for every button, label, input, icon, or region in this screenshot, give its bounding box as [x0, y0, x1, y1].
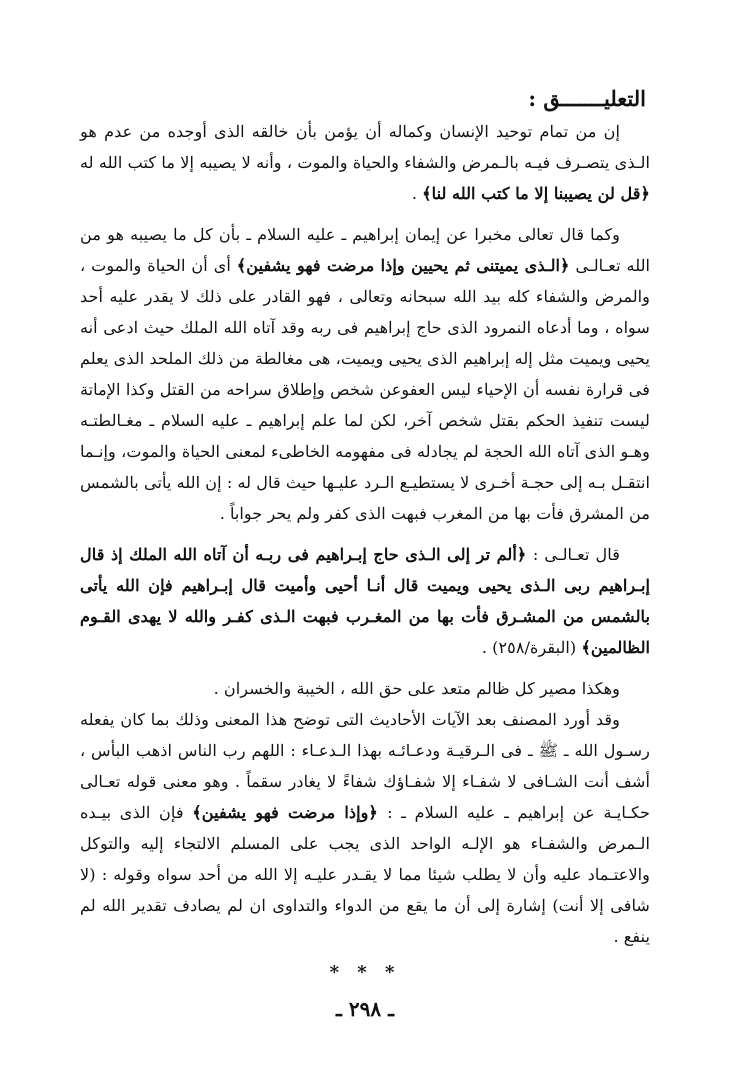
paragraph-4	[80, 673, 650, 704]
paragraph-5-quran-quote: ﴿وإذا مرضت فهو يشفين﴾	[192, 803, 388, 822]
paragraph-2-quran-quote: ﴿الـذى يميتنى ثم يحيين وإذا مرضت فهو يشفين﴾	[236, 256, 570, 275]
paragraph-2-tail: أى أن الحياة والموت ، والمرض والشفاء كله بيد الله سبحانه وتعالى ، فهو القادر على ذلك لا يقدر عليه أحد سواه ، وما أدعاه النمرود الذى حاج إبراهيم فى ربه وقد آتاه الله الملك حيث ادعى أنه يحيى ويميت مثل إله إبراهيم الذى يحيى ويميت، هى مغالطة من ذلك الملحد الذى يعلم فى قرارة نفسه أن الإحياء ليس العفوعن شخص وإطلاق سراحه من القتل وكذا الإماتة ليست تنفيذ الحكم بقتل شخص آخر، لكن لما علم إبراهيم ـ عليه السلام ـ مغـالطتـه وهـو الذى آتاه الله الحجة لم يجادله فى مفهومه الخاطىء لمعنى الحياة والموت، وإنـما انتقـل بـه إلى حجـة أخـرى لا يستطيـع الـرد عليـها حيث قال له : إن الله يأتى بالشمس من المشرق فأت بها من المغرب فبهت الذى كفر ولم يحر جواباً .	[80, 256, 650, 523]
paragraph-3-quran-quote: ﴿ألم تر إلى الـذى حاج إبـراهيم فى ربـه أن آتاه الله الملك إذ قال إبـراهيم ربى الـذى يحيى ويميت قال أنـا أحيى وأميت قال إبـراهيم فإن الله يأتى بالشمس من المشـرق فأت بها من المغـرب فبهت الـذى كفـر والله لا يهدى القـوم الظالمين﴾	[80, 545, 650, 657]
paragraph-3-tail: (البقرة/٢٥٨) .	[481, 638, 582, 657]
paragraph-1-tail: .	[411, 184, 423, 203]
paragraph-3-text: قال تعـالـى :	[532, 545, 620, 564]
paragraph-2	[80, 219, 650, 529]
paragraph-5	[80, 704, 650, 952]
paragraph-4-text: وهكذا مصير كل ظالم متعد على حق الله ، الخيبة والخسران .	[213, 679, 620, 698]
paragraph-1-text: إن من تمام توحيد الإنسان وكماله أن يؤمن بأن خالقه الذى أوجده من عدم هو الـذى يتصـرف فيـه بالـمرض والشفاء والحياة والموت ، وأنه لا يصيبه إلا ما كتب الله له	[80, 122, 650, 172]
page-number: ـ ٢٩٨ ـ	[336, 997, 394, 1021]
paragraph-3	[80, 539, 650, 663]
commentary-heading: التعليـــــــق :	[528, 86, 646, 111]
paragraph-1	[80, 116, 650, 209]
paragraph-2-text: وكما قال تعالى مخبرا عن إيمان إبراهيم ـ عليه السلام ـ بأن كل ما يصيبه هو من الله تعـالـى	[80, 225, 651, 275]
paragraph-5-text: وقد أورد المصنف بعد الآيات الأحاديث التى توضح هذا المعنى وذلك بما كان يفعله رسـول الله ـ ﷺ ـ فى الـرقيـة ودعـائـه بهذا الـدعـاء : اللهم رب الناس اذهب البأس ، أشف أنت الشـافى لا شفـاء إلا شفـاؤك شفاءً لا يغادر سقماً . وهو معنى قوله تعـالى حكـايـة عن إبراهيم ـ عليه السلام ـ :	[80, 710, 651, 822]
paragraph-1-quran-quote: ﴿قل لن يصيبنا إلا ما كتب الله لنا﴾	[422, 184, 650, 203]
paragraph-5-tail: فإن الذى بيـده الـمرض والشفـاء هو الإلـه الواحد الذى يجب على المسلم الالتجاء إليه والتوكل والاعتـماد عليه وأن لا يطلب شيئا مما لا يقـدر عليـه إلا الله من أحد سواه وقوله : (لا شافى إلا أنت) إشارة إلى أن ما يقع من الدواء والتداوى ان لم يصادف تقدير الله لم ينفع .	[80, 803, 650, 946]
section-separator: * * *	[329, 962, 401, 983]
